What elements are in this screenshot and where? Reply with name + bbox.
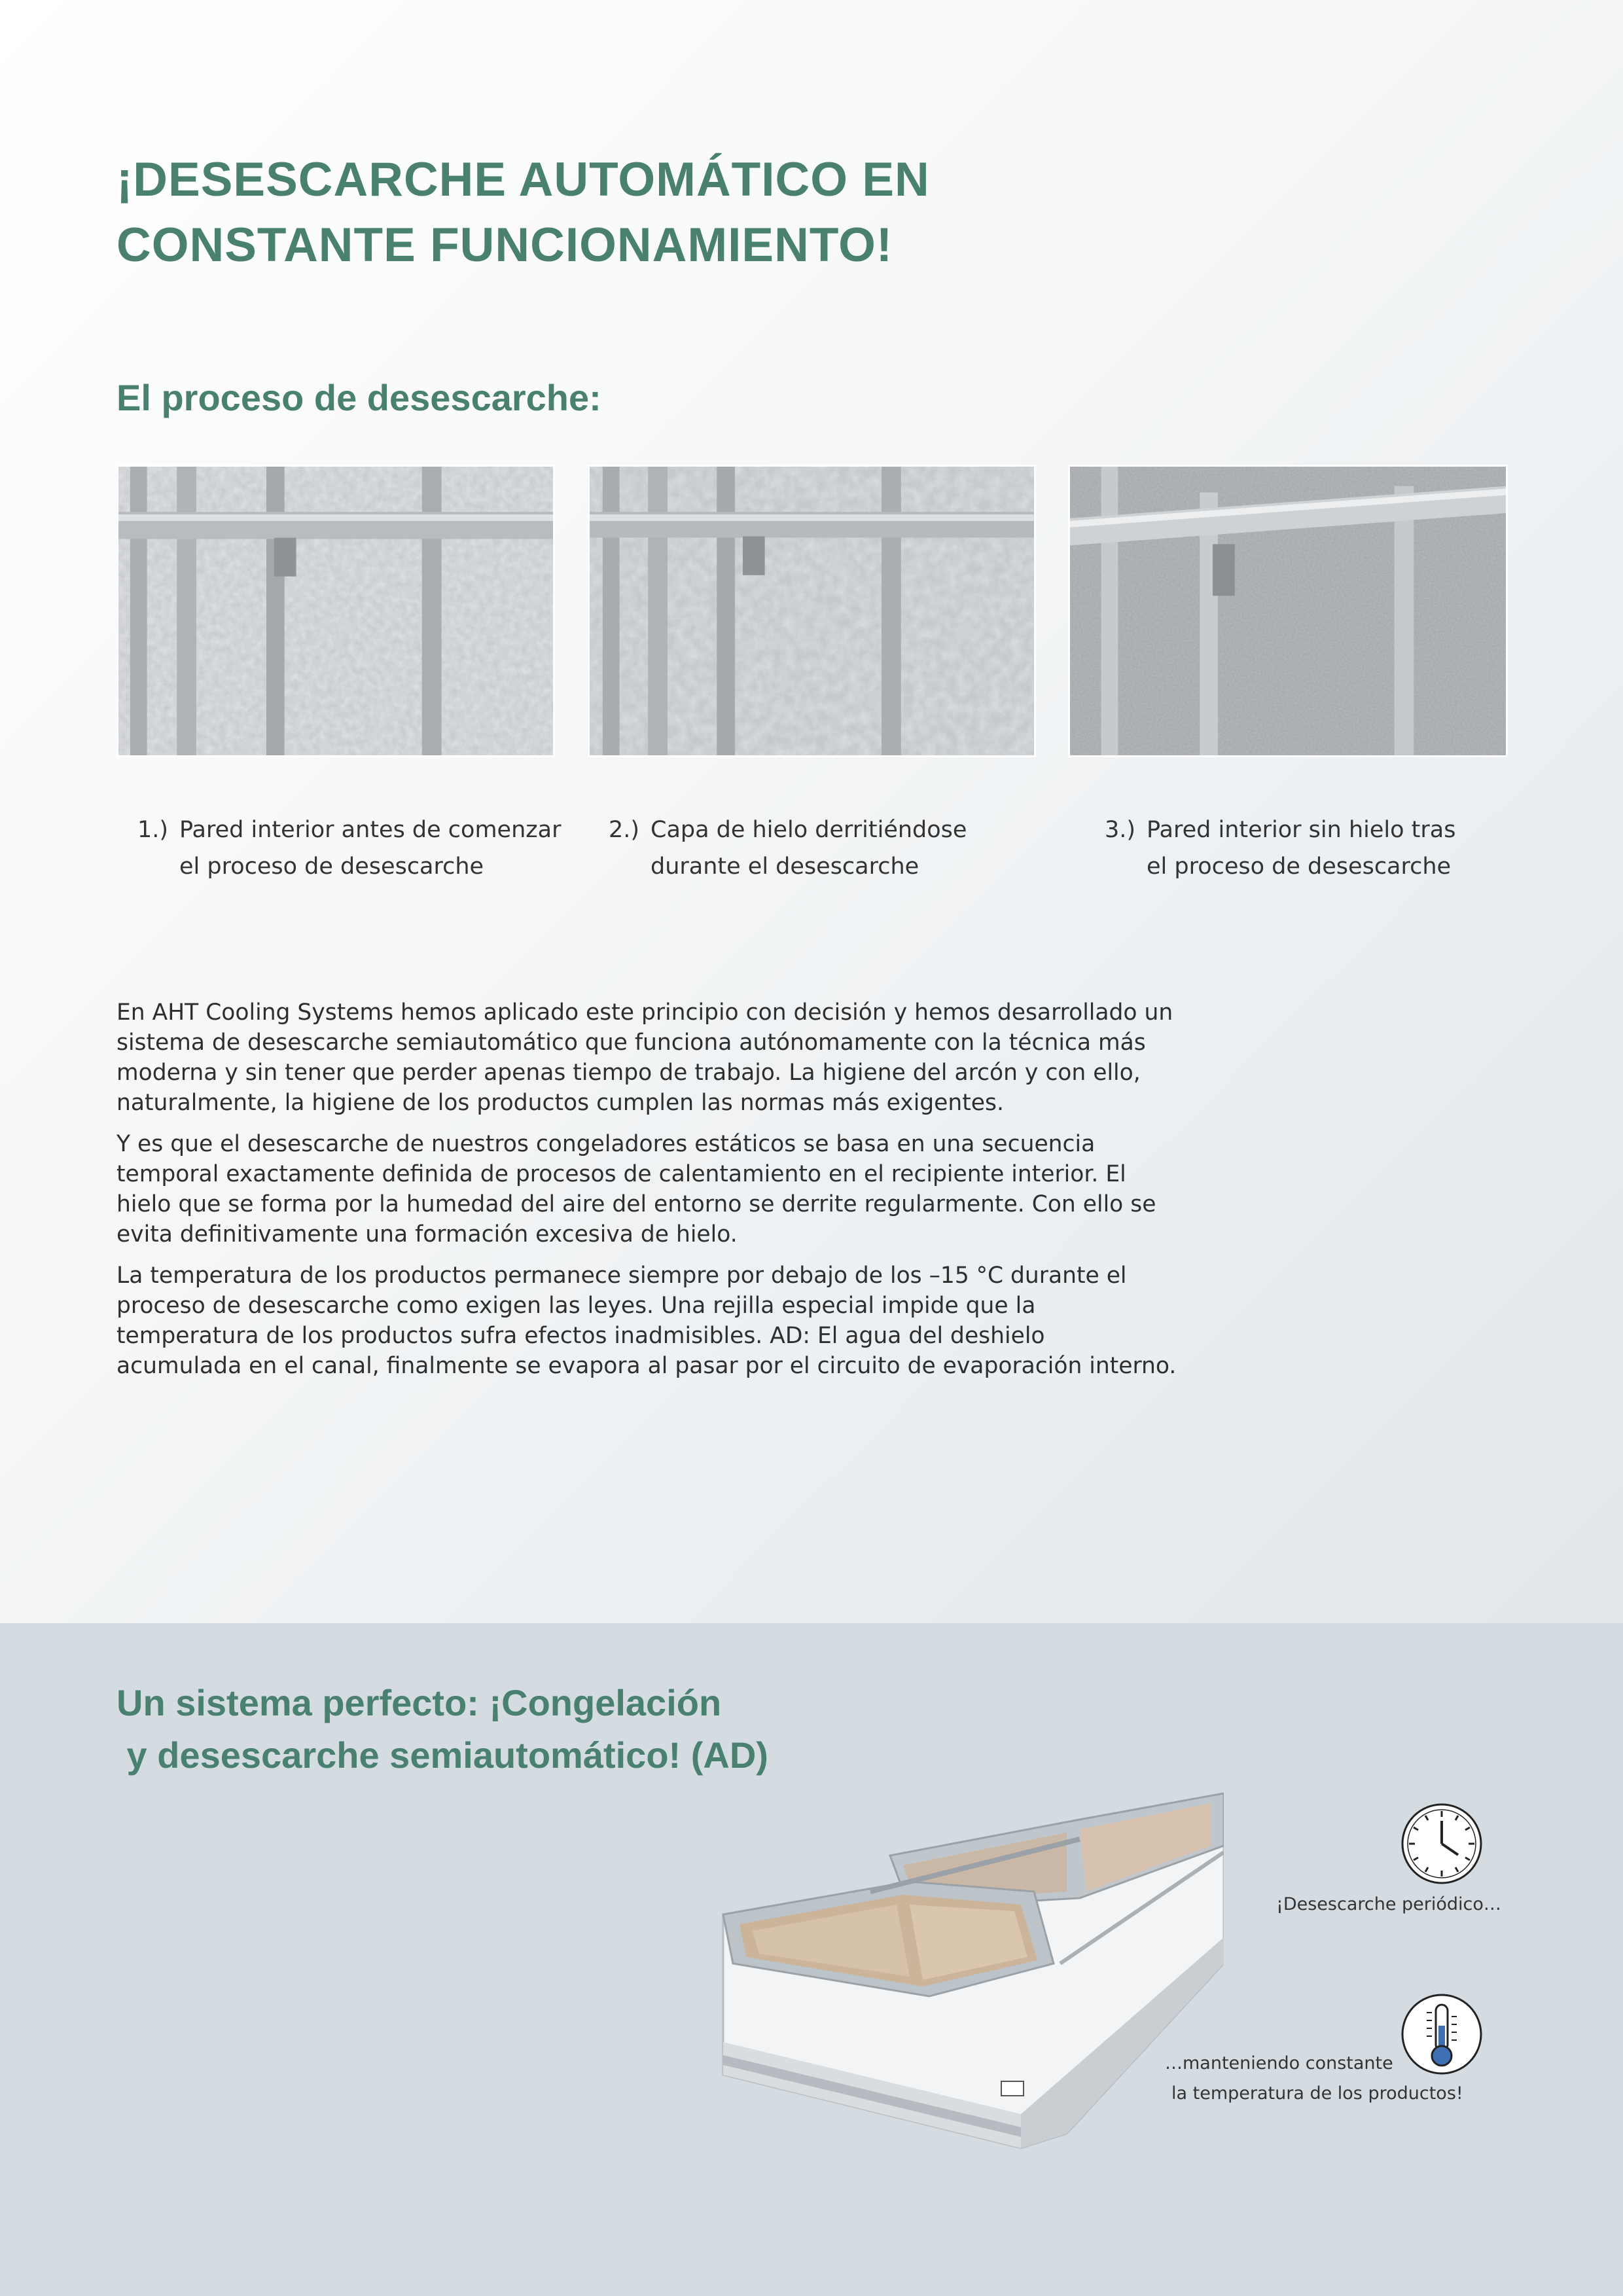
step-number: 3.)	[1105, 817, 1136, 843]
step-text: Pared interior antes de comenzar	[179, 817, 562, 843]
step-text: Capa de hielo derritiéndose	[651, 817, 967, 843]
section-subheading: El proceso de desescarche:	[116, 377, 601, 418]
step-caption-2	[609, 812, 967, 885]
paragraph: En AHT Cooling Systems hemos aplicado este principio con decisión y hemos desarrollado un sistema de desescarche semiautomático que funciona autónomamente con la técnica más moderna y sin tener que perder apenas tiempo de trabajo. La higiene del arcón y con ello, naturalmente, la higiene de los productos cumplen las normas más exigentes.	[116, 999, 1173, 1116]
note-line-1: …manteniendo constante	[1165, 2053, 1393, 2073]
photo-frosted-wall	[116, 465, 555, 757]
step-text-line-2: durante el desescarche	[651, 853, 919, 880]
bottom-title-line-2: y desescarche semiautomático! (AD)	[116, 1734, 768, 1776]
bottom-title	[116, 1677, 768, 1782]
photo-melting-ice	[588, 465, 1036, 757]
page-title-line-2: CONSTANTE FUNCIONAMIENTO!	[116, 219, 893, 272]
page-title	[116, 147, 930, 278]
bottom-title-line-1: Un sistema perfecto: ¡Congelación	[116, 1682, 722, 1723]
step-number: 2.)	[609, 817, 640, 843]
paragraph: Y es que el desescarche de nuestros congeladores estáticos se basa en una secuencia temporal exactamente definida de procesos de calentamiento en el recipiente interior. El hielo que se forma por la humedad del aire del entorno se derrite regularmente. Con ello se evita definitivamente una formación excesiva de hielo.	[116, 1131, 1156, 1247]
freezer-illustration	[713, 1767, 1224, 2153]
page-title-line-1: ¡DESESCARCHE AUTOMÁTICO EN	[116, 153, 930, 206]
step-text-line-2: el proceso de desescarche	[1147, 853, 1452, 880]
clock-icon	[1400, 1803, 1483, 1885]
note-periodic-defrost: ¡Desescarche periódico…	[1276, 1894, 1501, 1914]
body-text	[116, 997, 1177, 1392]
note-line-2: la temperatura de los productos!	[1171, 2083, 1463, 2104]
step-caption-1	[137, 812, 561, 885]
step-text-line-2: el proceso de desescarche	[179, 853, 484, 880]
note-constant-temperature	[1165, 2049, 1463, 2109]
step-text: Pared interior sin hielo tras	[1147, 817, 1456, 843]
step-number: 1.)	[137, 817, 169, 843]
paragraph: La temperatura de los productos permanece siempre por debajo de los –15 °C durante el proceso de desescarche como exigen las leyes. Una rejilla especial impide que la temperatura de los productos sufra efectos inadmisibles. AD: El agua del deshielo acumulada en el canal, finalmente se evapora al pasar por el circuito de evaporación interno.	[116, 1263, 1177, 1379]
step-caption-3	[1105, 812, 1455, 885]
photo-clean-wall	[1068, 465, 1508, 757]
